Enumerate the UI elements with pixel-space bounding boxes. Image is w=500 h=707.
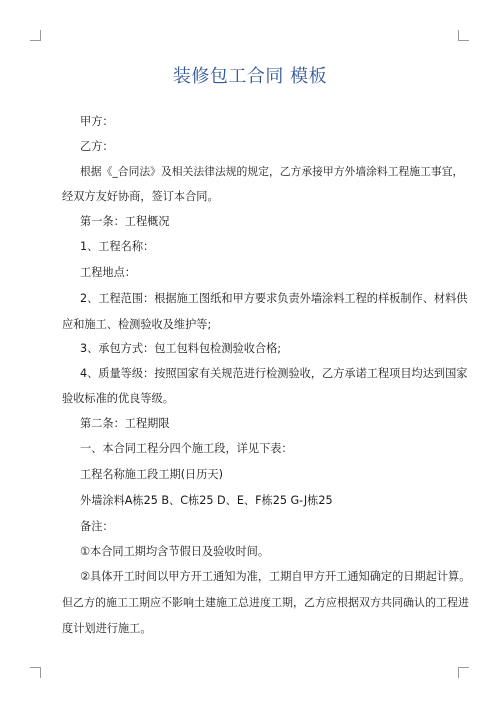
paragraph-line: 工程名称施工段工期(日历天) <box>80 468 223 481</box>
paragraph-line: 根据《_合同法》及相关法律法规的规定，乙方承接甲方外墙涂料工程施工事宜， <box>80 165 464 178</box>
page-corner-mark-bottom-right <box>458 667 469 678</box>
note-line: ②具体开工时间以甲方开工通知为准，工期自甲方开工通知确定的日期起计算。 <box>80 570 471 583</box>
paragraph-line: 但乙方的施工工期应不影响土建施工总进度工期，乙方应根据双方共同确认的工程进 <box>62 596 469 609</box>
page-corner-mark-top-right <box>458 30 469 41</box>
paragraph-line: 4、质量等级：按照国家有关规范进行检测验收，乙方承诺工程项目均达到国家 <box>80 367 468 380</box>
section-heading: 第一条：工程概况 <box>80 215 170 228</box>
paragraph-line: 工程地点： <box>80 266 136 279</box>
party-b-line: 乙方： <box>80 140 114 153</box>
paragraph-line: 应和施工、检测验收及维护等; <box>62 318 212 331</box>
document-title: 装修包工合同 模板 <box>172 66 328 87</box>
page-corner-mark-bottom-left <box>30 667 41 678</box>
paragraph-line: 1、工程名称： <box>80 240 155 253</box>
page-corner-mark-top-left <box>30 30 41 41</box>
paragraph-line: 3、承包方式：包工包料包检测验收合格; <box>80 342 282 355</box>
section-heading: 第二条：工程期限 <box>80 417 170 430</box>
party-a-line: 甲方： <box>80 115 114 128</box>
paragraph-line: 一、本合同工程分四个施工段，详见下表： <box>80 442 293 455</box>
paragraph-line: 度计划进行施工。 <box>62 622 152 635</box>
paragraph-line: 备注： <box>80 520 114 533</box>
paragraph-line: 验收标准的优良等级。 <box>62 392 174 405</box>
note-line: ①本合同工期均含节假日及验收时间。 <box>80 545 270 558</box>
paragraph-line: 2、工程范围：根据施工图纸和甲方要求负责外墙涂料工程的样板制作、材料供 <box>80 292 468 305</box>
paragraph-line: 外墙涂料A栋25 B、C栋25 D、E、F栋25 G-J栋25 <box>80 494 333 507</box>
paragraph-line: 经双方友好协商，签订本合同。 <box>62 190 219 203</box>
